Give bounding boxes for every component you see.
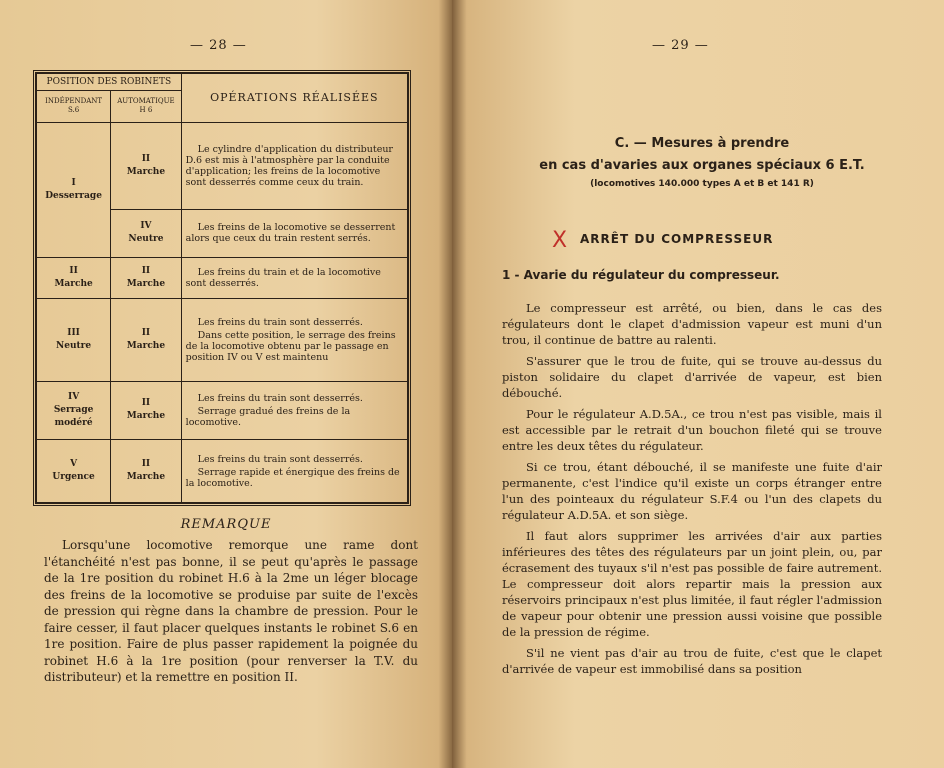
automatique-header: AUTOMATIQUE H 6: [111, 91, 181, 122]
section-title: [492, 133, 912, 177]
body-paragraph: Pour le régulateur A.D.5A., ce trou n'est pas visible, mais il est accessible par le retrait d'un bouchon fileté qui se trouve entre les deux têtes du régulateur.: [502, 407, 882, 453]
operation-text: Les freins du train sont desserrés.: [197, 392, 363, 404]
independant-header: INDÉPENDANT S.6: [37, 91, 111, 122]
operation-text: Les freins du train et de la locomotive sont desserrés.: [185, 266, 381, 289]
section-subtitle: (locomotives 140.000 types A et B et 141 R): [590, 179, 814, 189]
table-row: [37, 381, 408, 440]
h6-position: II Marche: [111, 440, 181, 503]
s6-position: I Desserrage: [37, 122, 111, 258]
operation-cell: [181, 440, 407, 503]
h6-position: II Marche: [111, 258, 181, 298]
s6-position: IV Serrage modéré: [37, 381, 111, 440]
body-paragraph: Si ce trou, étant débouché, il se manifeste une fuite d'air permanente, c'est l'indice qu'il existe un corps étranger entre l'un des pointeaux du régulateur S.F.4 ou l'un des clapets du régulateur A.D.5A. et son siège.: [502, 460, 882, 522]
body-paragraph: Il faut alors supprimer les arrivées d'air aux parties inférieures des têtes des régulateurs par un joint plein, ou, par écrasement des tuyaux s'il n'est pas possible de faire autrement. Le compresseur doit alors repartir mais la pression aux réservoirs principaux n'est plus limitée, il faut régler l'admission de vapeur pour obtenir une pression aussi voisine que possible de la pression de régime.: [502, 529, 882, 639]
remarque-body: [44, 537, 418, 686]
table-row: [37, 258, 408, 298]
s6-position: II Marche: [37, 258, 111, 298]
section-title-line1: C. — Mesures à prendre: [614, 136, 790, 151]
operation-text: Les freins du train sont desserrés.: [197, 316, 363, 328]
body-paragraph: Le compresseur est arrêté, ou bien, dans le cas des régulateurs dont le clapet d'admission vapeur est muni d'un trou, il continue de battre au ralenti.: [502, 301, 882, 347]
compressor-heading: [580, 232, 773, 246]
position-header: POSITION DES ROBINETS: [37, 74, 182, 91]
s6-position: III Neutre: [37, 298, 111, 381]
remarque-text: Lorsqu'une locomotive remorque une rame dont l'étanchéité n'est pas bonne, il se peut qu'après le passage de la 1re position du robinet H.6 à la 2me un léger blocage des freins de la locomotive se produise par suite de l'excès de pression qui règne dans la chambre de pression. Pour le faire cesser, il faut placer quelques instants le robinet S.6 en 1re position. Faire de plus passer rapidement la poignée du robinet H.6 à la 1re position (pour renverser la T.V. du distributeur) et la remettre en position II.: [44, 538, 418, 684]
h6-position: II Marche: [111, 122, 181, 209]
right-page: [452, 0, 944, 768]
h6-position: II Marche: [111, 381, 181, 440]
table-body: [37, 122, 408, 502]
body-paragraph: S'il ne vient pas d'air au trou de fuite, c'est que le clapet d'arrivée de vapeur est immobilisé dans sa position: [502, 646, 882, 676]
left-page: [0, 0, 452, 768]
operation-text: Serrage rapide et énergique des freins de la locomotive.: [185, 466, 400, 489]
operation-cell: [181, 122, 407, 209]
remarque-title: REMARQUE: [180, 517, 272, 532]
operation-text: Le cylindre d'application du distributeur D.6 est mis à l'atmosphère par la conduite d'application; les freins de la locomotive sont desserrés comme ceux du train.: [185, 143, 393, 188]
body-paragraph: S'assurer que le trou de fuite, qui se trouve au-dessus du piston solidaire du clapet d'arrivée de vapeur, est bien débouché.: [502, 354, 882, 400]
h6-position: II Marche: [111, 298, 181, 381]
right-body-text: [502, 300, 882, 682]
s6-position: V Urgence: [37, 440, 111, 503]
sub-heading: 1 - Avarie du régulateur du compresseur.: [502, 268, 780, 282]
operation-text: Dans cette position, le serrage des freins de la locomotive obtenu par le passage en position IV ou V est maintenu: [185, 329, 396, 363]
page-number-right: — 29 —: [652, 38, 709, 53]
operation-text: Serrage gradué des freins de la locomotive.: [185, 405, 351, 428]
operation-text: Les freins de la locomotive se desserrent alors que ceux du train restent serrés.: [185, 222, 396, 245]
table-row: [37, 298, 408, 381]
valve-position-table: [33, 70, 411, 506]
compressor-heading-text: ARRÊT DU COMPRESSEUR: [580, 232, 774, 246]
red-cross-mark: X: [552, 228, 568, 253]
operation-cell: [181, 209, 407, 258]
table-row: [37, 122, 408, 209]
operations-header: OPÉRATIONS RÉALISÉES: [181, 74, 407, 123]
operation-cell: [181, 258, 407, 298]
operation-cell: [181, 298, 407, 381]
operation-text: Les freins du train sont desserrés.: [197, 453, 363, 465]
table-row: [37, 440, 408, 503]
h6-position: IV Neutre: [111, 209, 181, 258]
section-title-line2: en cas d'avaries aux organes spéciaux 6 E.T.: [539, 158, 865, 173]
page-number-left: — 28 —: [190, 38, 247, 53]
operation-cell: [181, 381, 407, 440]
